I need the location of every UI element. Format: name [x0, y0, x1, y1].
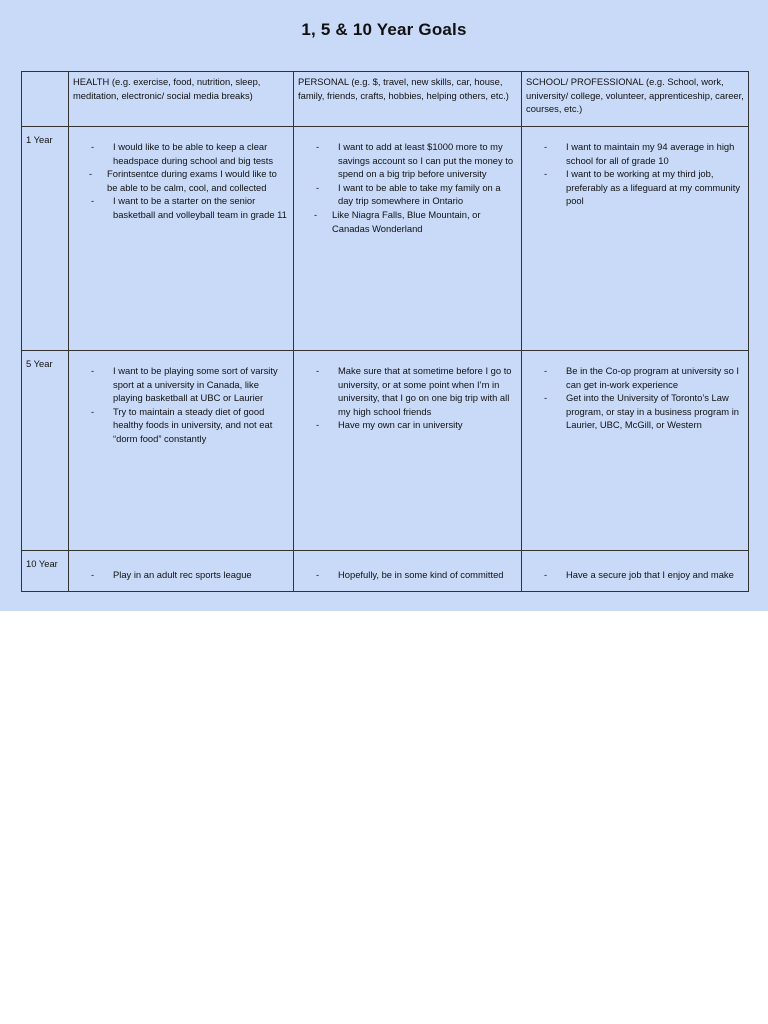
table-row-10-year — [22, 551, 749, 592]
sub-list-item: - Forintsentce during exams I would like to be able to be calm, cool, and collected — [73, 167, 289, 194]
goals-table — [21, 71, 749, 592]
list-item: - Have a secure job that I enjoy and make — [526, 568, 744, 582]
list-item: - I want to be a starter on the senior basketball and volleyball team in grade 11 — [73, 194, 289, 221]
row-label: 1 Year — [22, 127, 69, 351]
list-item: - I would like to be able to keep a clear headspace during school and big tests — [73, 140, 289, 167]
list-item: - Be in the Co-op program at university so I can get in-work experience — [526, 364, 744, 391]
header-health: HEALTH (e.g. exercise, food, nutrition, sleep, meditation, electronic/ social media breaks) — [69, 72, 294, 127]
list-item: - Make sure that at sometime before I go to university, or at some point when I’m in university, that I go on one big trip with all my high school friends — [298, 364, 517, 418]
cell-personal — [294, 351, 522, 551]
list-item: - Try to maintain a steady diet of good healthy foods in university, and not eat “dorm food” constantly — [73, 405, 289, 446]
header-corner — [22, 72, 69, 127]
header-personal: PERSONAL (e.g. $, travel, new skills, car, house, family, friends, crafts, hobbies, helping others, etc.) — [294, 72, 522, 127]
sub-list-item: - Like Niagra Falls, Blue Mountain, or Canadas Wonderland — [298, 208, 517, 235]
list-item: - Get into the University of Toronto’s Law program, or stay in a business program in Laurier, UBC, McGill, or Western — [526, 391, 744, 432]
row-label: 10 Year — [22, 551, 69, 592]
cell-health — [69, 127, 294, 351]
list-item: - Have my own car in university — [298, 418, 517, 432]
cell-school — [522, 551, 749, 592]
cell-school — [522, 351, 749, 551]
list-item: - Play in an adult rec sports league — [73, 568, 289, 582]
list-item: - I want to maintain my 94 average in high school for all of grade 10 — [526, 140, 744, 167]
row-label: 5 Year — [22, 351, 69, 551]
list-item: - Hopefully, be in some kind of committed — [298, 568, 517, 582]
cell-health — [69, 551, 294, 592]
table-header-row — [22, 72, 749, 127]
cell-school — [522, 127, 749, 351]
list-item: - I want to be working at my third job, preferably as a lifeguard at my community pool — [526, 167, 744, 208]
cell-personal — [294, 551, 522, 592]
list-item: - I want to add at least $1000 more to my savings account so I can put the money to spend on a big trip before university — [298, 140, 517, 181]
table-row-5-year — [22, 351, 749, 551]
cell-personal — [294, 127, 522, 351]
cell-health — [69, 351, 294, 551]
document-title: 1, 5 & 10 Year Goals — [301, 20, 467, 39]
table-row-1-year — [22, 127, 749, 351]
header-school: SCHOOL/ PROFESSIONAL (e.g. School, work, university/ college, volunteer, apprenticeship, career, courses, etc.) — [522, 72, 749, 127]
list-item: - I want to be playing some sort of varsity sport at a university in Canada, like playing basketball at UBC or Laurier — [73, 364, 289, 405]
list-item: - I want to be able to take my family on a day trip somewhere in Ontario — [298, 181, 517, 208]
